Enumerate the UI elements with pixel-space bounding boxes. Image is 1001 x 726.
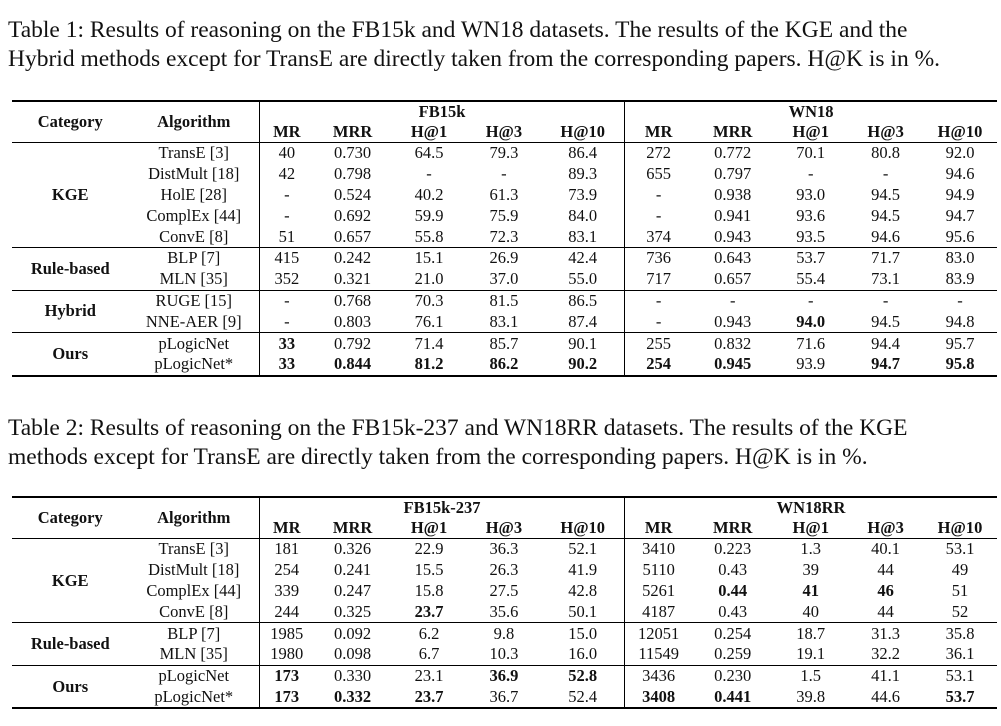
value-cell: 23.7 [414, 601, 444, 621]
value-cell: - [426, 164, 432, 184]
value-cell: 4187 [625, 601, 693, 622]
value-cell: 181 [260, 539, 314, 560]
table-row [12, 354, 997, 376]
value-cell: 0.832 [714, 333, 752, 353]
value-cell: 90.1 [568, 333, 598, 353]
value-cell: 94.5 [871, 311, 901, 331]
metric-header: MR [260, 122, 314, 143]
table-row [12, 601, 997, 622]
value-cell: 0.798 [334, 164, 372, 184]
table-row [12, 333, 997, 354]
value-cell: 42.8 [568, 580, 598, 600]
value-cell: 71.6 [796, 333, 826, 353]
value-cell: - [882, 164, 889, 184]
value-cell: 40 [260, 143, 314, 164]
value-cell: 35.8 [945, 623, 975, 643]
algorithm-cell: MLN [35] [159, 644, 228, 664]
value-cell: 23.1 [414, 666, 444, 686]
value-cell: 0.092 [334, 623, 372, 643]
value-cell: 39.8 [796, 686, 826, 706]
value-cell: 55.8 [414, 226, 444, 246]
value-cell: 0.772 [714, 143, 752, 163]
value-cell: 655 [625, 164, 693, 185]
algorithm-header: Algorithm [157, 112, 231, 131]
value-cell: 42.4 [568, 248, 598, 268]
value-cell: 0.330 [334, 666, 372, 686]
value-cell: 0.259 [714, 644, 752, 664]
value-cell: 36.7 [489, 686, 519, 706]
value-cell: 44 [877, 601, 894, 621]
metric-header: H@1 [792, 518, 829, 537]
value-cell: 0.643 [714, 248, 752, 268]
value-cell: 36.9 [489, 666, 519, 686]
value-cell: 94.9 [945, 184, 975, 204]
value-cell: 61.3 [489, 184, 519, 204]
value-cell: 173 [260, 687, 314, 709]
value-cell: 0.332 [334, 686, 372, 706]
value-cell: 0.43 [718, 560, 748, 580]
metric-header: MR [625, 518, 693, 539]
algorithm-cell: pLogicNet* [154, 354, 234, 374]
value-cell: - [260, 205, 314, 226]
table-row [12, 143, 997, 164]
metric-header: H@10 [937, 518, 983, 537]
value-cell: 26.3 [489, 560, 519, 580]
metric-header: H@10 [560, 518, 606, 537]
metric-header: H@3 [485, 122, 523, 141]
value-cell: 44.6 [871, 686, 901, 706]
value-cell: 22.9 [414, 539, 444, 559]
category-header: Category [37, 508, 103, 527]
value-cell: 39 [802, 560, 819, 580]
value-cell: 10.3 [489, 644, 519, 664]
value-cell: 94.7 [871, 354, 901, 374]
value-cell: 94.5 [871, 205, 901, 225]
value-cell: 26.9 [489, 248, 519, 268]
value-cell: 352 [260, 269, 314, 290]
value-cell: 0.230 [714, 666, 752, 686]
value-cell: 51 [951, 580, 969, 600]
value-cell: 81.2 [414, 354, 444, 374]
value-cell: 64.5 [414, 143, 444, 163]
value-cell: - [807, 164, 814, 184]
algorithm-cell: HolE [28] [160, 184, 227, 204]
value-cell: 12051 [625, 623, 693, 644]
metric-header: MR [260, 518, 314, 539]
value-cell: 93.6 [796, 205, 826, 225]
value-cell: 0.326 [334, 539, 372, 559]
category-cell: Rule-based [30, 258, 110, 278]
value-cell: 40.1 [871, 539, 901, 559]
category-cell: Ours [52, 343, 89, 363]
value-cell: 0.941 [714, 205, 752, 225]
value-cell: 3408 [625, 687, 693, 709]
value-cell: 90.2 [568, 354, 598, 374]
value-cell: 0.321 [334, 269, 372, 289]
value-cell: 1980 [260, 644, 314, 665]
value-cell: 92.0 [945, 143, 975, 163]
value-cell: 49 [951, 560, 969, 580]
value-cell: 15.0 [568, 623, 598, 643]
value-cell: 86.5 [568, 290, 598, 310]
category-cell: KGE [51, 570, 89, 590]
value-cell: 79.3 [489, 143, 519, 163]
table-row [12, 290, 997, 311]
value-cell: 83.1 [489, 311, 519, 331]
value-cell: 81.5 [489, 290, 519, 310]
value-cell: - [729, 290, 736, 310]
value-cell: - [260, 185, 314, 206]
value-cell: 15.5 [414, 560, 444, 580]
value-cell: 6.7 [418, 644, 440, 664]
category-cell: Rule-based [30, 633, 110, 653]
value-cell: 73.1 [871, 269, 901, 289]
value-cell: 1.3 [800, 539, 822, 559]
value-cell: 94.0 [796, 311, 826, 331]
value-cell: 0.938 [714, 184, 752, 204]
value-cell: 94.7 [945, 205, 975, 225]
metric-header: MRR [332, 518, 373, 537]
metric-header: H@3 [485, 518, 523, 537]
table-row [12, 560, 997, 581]
value-cell: 83.0 [945, 248, 975, 268]
value-cell: 0.254 [714, 623, 752, 643]
metric-header: MRR [713, 122, 753, 141]
value-cell: 0.657 [714, 269, 752, 289]
value-cell: 52.4 [568, 686, 598, 706]
table2-caption-line1: Table 2: Results of reasoning on the FB15k-237 and WN18RR datasets. The results of the KGE [8, 415, 908, 441]
value-cell: - [957, 290, 963, 310]
group-header-wn18: WN18 [625, 101, 997, 122]
value-cell: 255 [625, 333, 693, 354]
value-cell: 75.9 [489, 205, 519, 225]
algorithm-cell: NNE-AER [9] [145, 311, 242, 331]
table-row [12, 226, 997, 247]
algorithm-cell: MLN [35] [159, 269, 228, 289]
value-cell: 93.9 [796, 354, 826, 374]
value-cell: 173 [260, 665, 314, 686]
table-row [12, 665, 997, 686]
value-cell: 0.247 [334, 580, 372, 600]
value-cell: 36.1 [945, 644, 975, 664]
algorithm-cell: ConvE [8] [159, 226, 229, 246]
value-cell: 15.1 [414, 248, 444, 268]
value-cell: 85.7 [489, 333, 519, 353]
value-cell: 18.7 [796, 623, 826, 643]
value-cell: 0.797 [714, 164, 752, 184]
value-cell: 46 [877, 580, 894, 600]
value-cell: 23.7 [414, 686, 444, 706]
value-cell: 83.1 [568, 226, 598, 246]
algorithm-cell: TransE [3] [158, 143, 229, 163]
value-cell: 86.4 [568, 143, 598, 163]
algorithm-header: Algorithm [157, 508, 231, 527]
value-cell: 94.6 [945, 164, 975, 184]
value-cell: 11549 [625, 644, 693, 665]
value-cell: 80.8 [871, 143, 901, 163]
value-cell: 244 [260, 601, 314, 622]
value-cell: 41.9 [568, 560, 598, 580]
value-cell: 27.5 [489, 580, 519, 600]
category-cell: Ours [52, 676, 89, 696]
value-cell: 71.7 [871, 248, 901, 268]
value-cell: 5110 [625, 560, 693, 581]
table-row [12, 581, 997, 602]
table-row [12, 205, 997, 226]
value-cell: 254 [625, 354, 693, 376]
value-cell: 415 [260, 247, 314, 268]
table2-caption [8, 414, 998, 472]
metric-header: MR [625, 122, 693, 143]
table1 [12, 100, 997, 377]
value-cell: 0.524 [334, 184, 372, 204]
value-cell: - [260, 290, 314, 311]
value-cell: 3436 [625, 665, 693, 686]
value-cell: 94.8 [945, 311, 975, 331]
value-cell: 70.1 [796, 143, 826, 163]
value-cell: 52.8 [568, 666, 598, 686]
group-header-fb15k: FB15k [260, 101, 625, 122]
value-cell: 0.792 [334, 333, 372, 353]
value-cell: 40.2 [414, 184, 444, 204]
value-cell: 93.5 [796, 226, 826, 246]
value-cell: - [625, 185, 693, 206]
value-cell: 32.2 [871, 644, 901, 664]
value-cell: 95.8 [945, 354, 975, 374]
metric-header: H@10 [560, 122, 606, 141]
value-cell: 0.692 [334, 205, 372, 225]
value-cell: 339 [260, 581, 314, 602]
value-cell: 72.3 [489, 226, 519, 246]
table2 [12, 496, 997, 709]
value-cell: 0.844 [334, 354, 372, 374]
table-row [12, 644, 997, 665]
value-cell: 736 [625, 247, 693, 268]
value-cell: 0.325 [334, 601, 372, 621]
algorithm-cell: BLP [7] [167, 623, 221, 643]
value-cell: 37.0 [489, 269, 519, 289]
value-cell: 41.1 [871, 666, 901, 686]
value-cell: 93.0 [796, 184, 826, 204]
algorithm-cell: ComplEx [44] [146, 205, 242, 225]
value-cell: 21.0 [414, 269, 444, 289]
value-cell: 0.241 [334, 560, 372, 580]
value-cell: 40 [802, 601, 819, 621]
category-cell: Hybrid [44, 301, 96, 321]
group-header-fb15k-237: FB15k-237 [260, 497, 625, 518]
metric-header: MRR [713, 518, 753, 537]
table1-caption [8, 16, 998, 74]
value-cell: 86.2 [489, 354, 519, 374]
value-cell: 0.803 [334, 311, 372, 331]
value-cell: 254 [260, 560, 314, 581]
value-cell: 55.0 [568, 269, 598, 289]
table2-caption-line2: methods except for TransE are directly taken from the corresponding papers. H@K is in %. [8, 444, 868, 470]
value-cell: 5261 [625, 581, 693, 602]
value-cell: 15.8 [414, 580, 444, 600]
category-cell: KGE [51, 184, 89, 204]
value-cell: 6.2 [418, 623, 440, 643]
value-cell: 0.223 [714, 539, 752, 559]
group-header-wn18rr: WN18RR [625, 497, 997, 518]
algorithm-cell: pLogicNet [158, 333, 230, 353]
value-cell: - [501, 164, 507, 184]
algorithm-cell: DistMult [18] [148, 164, 240, 184]
value-cell: - [625, 290, 693, 311]
value-cell: 95.7 [945, 333, 975, 353]
table-row [12, 687, 997, 709]
value-cell: 717 [625, 269, 693, 290]
value-cell: 94.5 [871, 184, 901, 204]
value-cell: 52 [951, 601, 969, 621]
algorithm-cell: ComplEx [44] [146, 580, 242, 600]
value-cell: 50.1 [568, 601, 598, 621]
value-cell: 51 [260, 226, 314, 247]
value-cell: - [882, 290, 889, 310]
value-cell: 9.8 [493, 623, 515, 643]
algorithm-cell: BLP [7] [167, 248, 221, 268]
value-cell: 0.242 [334, 248, 372, 268]
value-cell: 16.0 [568, 644, 598, 664]
value-cell: 94.4 [871, 333, 901, 353]
value-cell: 31.3 [871, 623, 901, 643]
table-row [12, 623, 997, 644]
metric-header: H@1 [410, 122, 448, 141]
metric-header: H@3 [867, 122, 904, 141]
table-row [12, 269, 997, 290]
value-cell: 41 [802, 580, 819, 600]
metric-header: H@10 [937, 122, 983, 141]
category-header: Category [37, 112, 103, 131]
value-cell: 0.768 [334, 290, 372, 310]
metric-header: MRR [332, 122, 373, 141]
value-cell: 94.6 [871, 226, 901, 246]
value-cell: 0.441 [714, 686, 752, 706]
value-cell: 42 [260, 164, 314, 185]
value-cell: 0.098 [334, 644, 372, 664]
value-cell: 53.7 [796, 248, 826, 268]
table1-caption-line1: Table 1: Results of reasoning on the FB15k and WN18 datasets. The results of the KGE and the [8, 17, 908, 43]
value-cell: 95.6 [945, 226, 975, 246]
value-cell: 87.4 [568, 311, 598, 331]
value-cell: 1985 [260, 623, 314, 644]
value-cell: - [625, 205, 693, 226]
value-cell: 84.0 [568, 205, 598, 225]
value-cell: 73.9 [568, 184, 598, 204]
value-cell: 0.945 [714, 354, 752, 374]
value-cell: - [807, 290, 814, 310]
value-cell: 0.657 [334, 226, 372, 246]
value-cell: 52.1 [568, 539, 598, 559]
metric-header: H@1 [410, 518, 448, 537]
value-cell: 33 [260, 333, 314, 354]
value-cell: 0.943 [714, 311, 752, 331]
value-cell: 0.730 [334, 143, 372, 163]
value-cell: 83.9 [945, 269, 975, 289]
value-cell: 0.43 [718, 601, 748, 621]
value-cell: 71.4 [414, 333, 444, 353]
table-row [12, 247, 997, 268]
metric-header: H@3 [867, 518, 904, 537]
algorithm-cell: pLogicNet* [154, 686, 234, 706]
value-cell: 3410 [625, 539, 693, 560]
value-cell: 1.5 [800, 666, 822, 686]
value-cell: 44 [877, 560, 894, 580]
value-cell: 0.943 [714, 226, 752, 246]
metric-header: H@1 [792, 122, 829, 141]
value-cell: 35.6 [489, 601, 519, 621]
algorithm-cell: TransE [3] [158, 539, 229, 559]
value-cell: 374 [625, 226, 693, 247]
table-row [12, 539, 997, 560]
value-cell: 33 [260, 354, 314, 376]
value-cell: 272 [625, 143, 693, 164]
value-cell: 70.3 [414, 290, 444, 310]
table-row [12, 185, 997, 206]
value-cell: 36.3 [489, 539, 519, 559]
algorithm-cell: RUGE [15] [155, 290, 233, 310]
table1-caption-line2: Hybrid methods except for TransE are directly taken from the corresponding papers. H@K is in %. [8, 46, 941, 72]
value-cell: 55.4 [796, 269, 826, 289]
value-cell: 76.1 [414, 311, 444, 331]
value-cell: - [625, 311, 693, 332]
algorithm-cell: pLogicNet [158, 666, 230, 686]
algorithm-cell: DistMult [18] [148, 560, 240, 580]
value-cell: 89.3 [568, 164, 598, 184]
value-cell: - [260, 311, 314, 332]
value-cell: 53.1 [945, 539, 975, 559]
value-cell: 53.7 [945, 686, 975, 706]
table-row [12, 164, 997, 185]
algorithm-cell: ConvE [8] [159, 601, 229, 621]
value-cell: 19.1 [796, 644, 826, 664]
value-cell: 53.1 [945, 666, 975, 686]
table-row [12, 311, 997, 332]
value-cell: 0.44 [718, 580, 748, 600]
value-cell: 59.9 [414, 205, 444, 225]
